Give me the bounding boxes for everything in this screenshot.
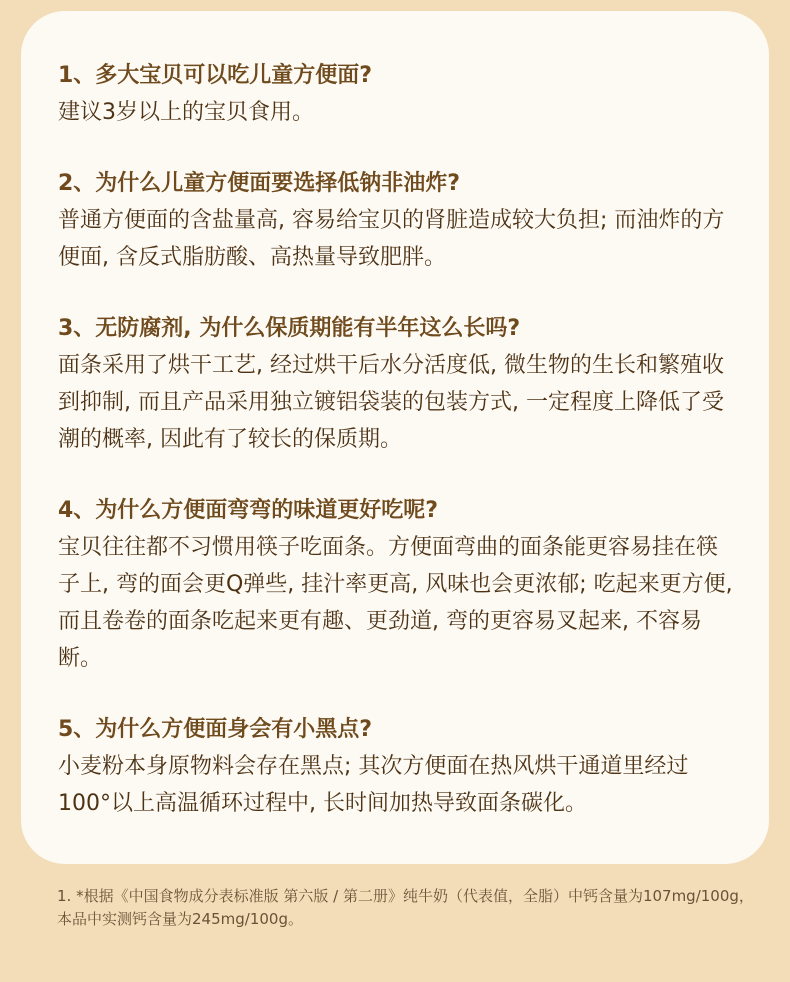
faq-item-2 (58, 166, 733, 276)
faq-question: 2、为什么儿童方便面要选择低钠非油炸? (58, 171, 461, 196)
faq-answer: 小麦粉本身原物料会存在黑点; 其次方便面在热风烘干通道里经过100°以上高温循环过程中, 长时间加热导致面条碳化。 (58, 754, 689, 816)
footnote: 1. *根据《中国食物成分表标准版 第六版 / 第二册》纯牛奶（代表值，全脂）中钙含量为107mg/100g，本品中实测钙含量为245mg/100g。 (57, 887, 754, 928)
faq-item-5 (58, 712, 733, 822)
faq-item-3 (58, 311, 733, 458)
faq-answer: 普通方便面的含盐量高, 容易给宝贝的肾脏造成较大负担; 而油炸的方便面, 含反式脂肪酸、高热量导致肥胖。 (58, 208, 725, 270)
faq-question: 5、为什么方便面身会有小黑点? (58, 717, 373, 742)
faq-item-4 (58, 493, 733, 677)
faq-answer: 建议3岁以上的宝贝食用。 (58, 100, 314, 125)
faq-answer: 面条采用了烘干工艺, 经过烘干后水分活度低, 微生物的生长和繁殖收到抑制, 而且产品采用独立镀铝袋装的包装方式, 一定程度上降低了受潮的概率, 因此有了较长的保质期。 (58, 353, 724, 452)
faq-answer: 宝贝往往都不习惯用筷子吃面条。方便面弯曲的面条能更容易挂在筷子上, 弯的面会更Q弹些, 挂汁率更高, 风味也会更浓郁; 吃起来更方便, 而且卷卷的面条吃起来更有趣、更劲道, 弯的更容易叉起来, 不容易断。 (58, 535, 733, 671)
faq-question: 4、为什么方便面弯弯的味道更好吃呢? (58, 498, 439, 523)
faq-item-1 (58, 58, 733, 131)
faq-question: 3、无防腐剂, 为什么保质期能有半年这么长吗? (58, 316, 521, 341)
faq-question: 1、多大宝贝可以吃儿童方便面? (58, 63, 373, 88)
faq-card (21, 11, 769, 864)
